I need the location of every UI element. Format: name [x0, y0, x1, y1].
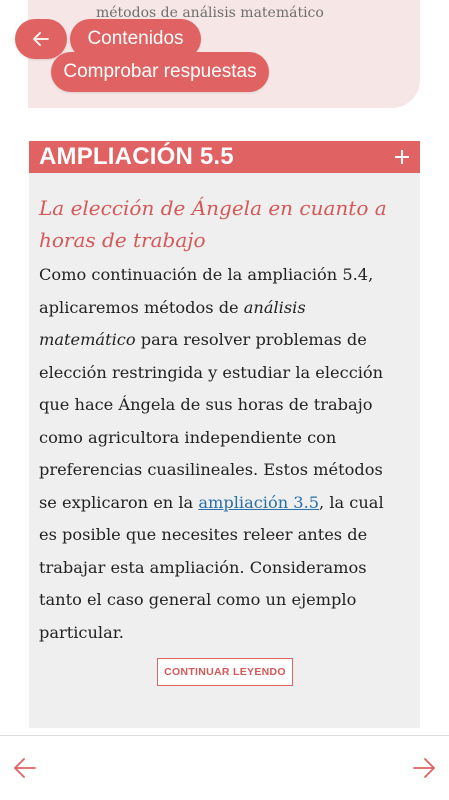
- body-text-part1: Como continuación de la ampliación 5.4, aplicaremos métodos de: [39, 265, 374, 317]
- arrow-left-icon: [14, 758, 36, 778]
- section-header[interactable]: [29, 141, 420, 173]
- previous-page-button[interactable]: [14, 758, 36, 782]
- arrow-right-icon: [413, 758, 435, 778]
- section-title: AMPLIACIÓN 5.5: [39, 143, 234, 170]
- body-text-part2: para resolver problemas de elección restringida y estudiar la elección que hace Ángela de sus horas de trabajo como agricultora independiente con preferencias cuasilineales. Estos métodos se explicaron en la: [39, 330, 384, 512]
- continue-reading-button[interactable]: CONTINUAR LEYENDO: [157, 658, 293, 686]
- bottom-navigation: [0, 735, 449, 800]
- section-body: [39, 259, 404, 649]
- next-page-button[interactable]: [413, 758, 435, 782]
- plus-icon[interactable]: [394, 149, 410, 165]
- body-text-emphasis: análisis matemático: [39, 297, 306, 349]
- section-subtitle: La elección de Ángela en cuanto a horas de trabajo: [39, 196, 387, 252]
- contents-button[interactable]: Contenidos: [70, 19, 201, 59]
- arrow-left-icon: [33, 32, 49, 46]
- check-answers-button[interactable]: Comprobar respuestas: [51, 52, 269, 92]
- extension-section: [29, 141, 420, 728]
- previous-section-text: métodos de análisis matemático: [96, 5, 324, 18]
- extension-link[interactable]: ampliación 3.5: [198, 492, 320, 512]
- back-button[interactable]: [15, 19, 67, 59]
- body-text-part3: , la cual es posible que necesites releer antes de trabajar esta ampliación. Consideramos tanto el caso general como un ejemplo particular.: [39, 492, 384, 642]
